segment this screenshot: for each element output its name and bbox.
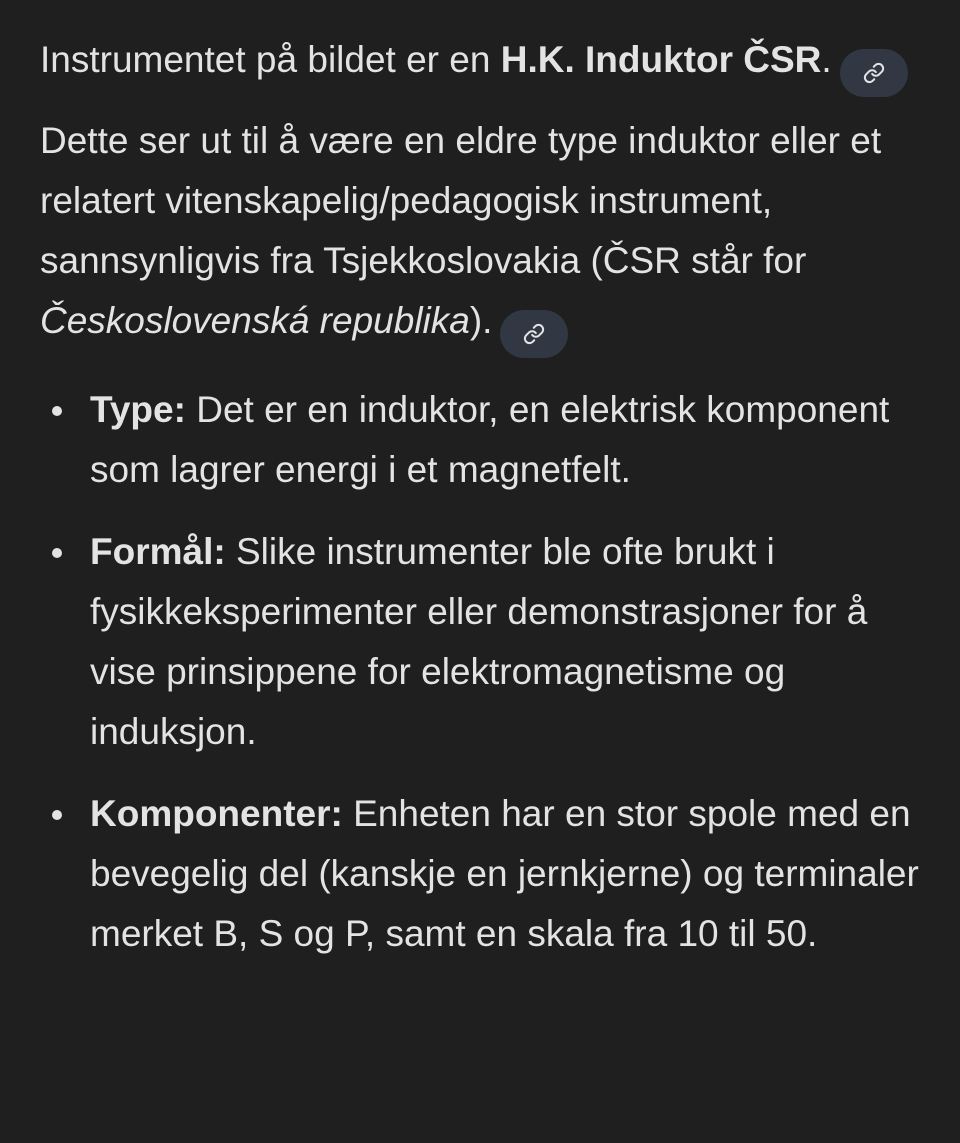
bullet-label: Komponenter: <box>90 793 343 834</box>
instrument-name: H.K. Induktor ČSR <box>500 39 822 80</box>
bullet-text: Slike instrumenter ble ofte brukt i fysikkeksperimenter eller demonstrasjoner for å vise prinsippene for elektromagnetisme og induksjon. <box>90 531 868 752</box>
bullet-text: Det er en induktor, en elektrisk komponent som lagrer energi i et magnetfelt. <box>90 389 890 490</box>
bullet-list <box>40 380 930 964</box>
intro-paragraph <box>40 30 930 97</box>
bullet-dot <box>52 548 62 558</box>
bullet-text: Enheten har en stor spole med en bevegelig del (kanskje en jernkjerne) og terminaler merket B, S og P, samt en skala fra 10 til 50. <box>90 793 919 954</box>
citation-link-button[interactable] <box>500 310 568 358</box>
list-item <box>40 380 930 500</box>
response-content <box>40 30 930 986</box>
list-item <box>40 784 930 964</box>
description-end: ). <box>469 300 493 341</box>
republic-name: Československá republika <box>40 300 470 341</box>
intro-period: . <box>821 39 832 80</box>
list-item <box>40 522 930 762</box>
link-icon <box>863 62 885 84</box>
bullet-dot <box>52 406 62 416</box>
description-text: Dette ser ut til å være en eldre type induktor eller et relatert vitenskapelig/pedagogisk instrument, sannsynligvis fra Tsjekkoslovakia (ČSR står for <box>40 120 882 281</box>
intro-text: Instrumentet på bildet er en <box>40 39 501 80</box>
bullet-label: Formål: <box>90 531 226 572</box>
bullet-dot <box>52 810 62 820</box>
bullet-label: Type: <box>90 389 186 430</box>
link-icon <box>523 323 545 345</box>
citation-link-button[interactable] <box>840 49 908 97</box>
description-paragraph <box>40 111 930 358</box>
